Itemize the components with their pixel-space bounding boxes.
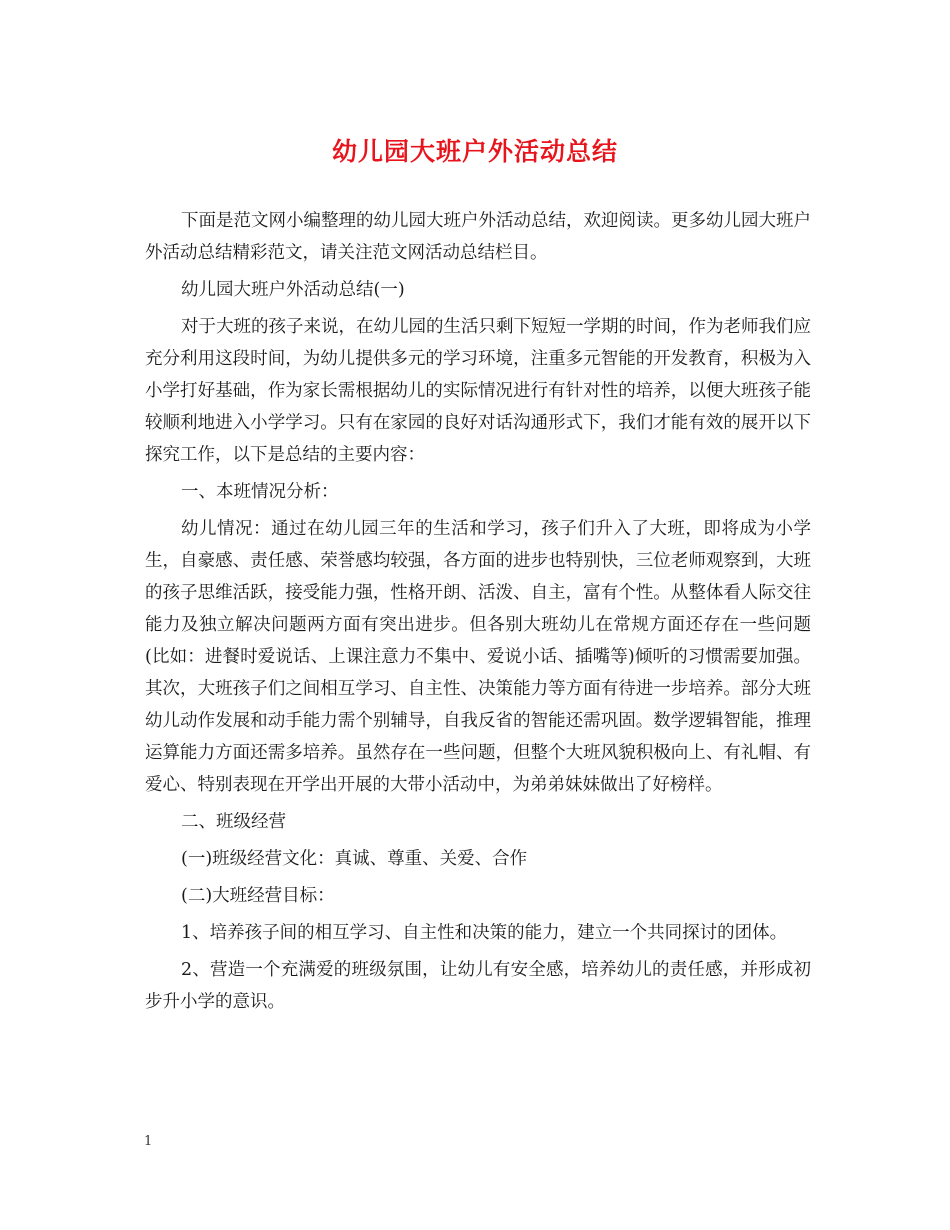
section-heading: 二、班级经营 (181, 812, 286, 832)
page-title: 幼儿园大班户外活动总结 (331, 137, 618, 166)
body-paragraph: 对于大班的孩子来说，在幼儿园的生活只剩下短短一学期的时间，作为老师我们应充分利用这段时间，为幼儿提供多元的学习环境，注重多元智能的开发教育，积极为入小学打好基础，作为家长需根据幼儿的实际情况进行有针对性的培养，以便大班孩子能较顺利地进入小学学习。只有在家园的良好对话沟通形式下，我们才能有效的展开以下探究工作，以下是总结的主要内容： (145, 317, 811, 465)
subsection-heading: (一)班级经营文化：真诚、尊重、关爱、合作 (181, 849, 528, 869)
intro-paragraph: 下面是范文网小编整理的幼儿园大班户外活动总结，欢迎阅读。更多幼儿园大班户外活动总结精彩范文，请关注范文网活动总结栏目。 (145, 211, 811, 263)
list-item: 2、营造一个充满爱的班级氛围，让幼儿有安全感，培养幼儿的责任感，并形成初步升小学的意识。 (145, 960, 811, 1012)
list-item: 1、培养孩子间的相互学习、自主性和决策的能力，建立一个共同探讨的团体。 (181, 923, 788, 943)
page-number: 1 (144, 1134, 153, 1149)
document-body (145, 205, 811, 1018)
section-heading: 一、本班情况分析： (181, 482, 339, 502)
body-paragraph: 幼儿情况：通过在幼儿园三年的生活和学习，孩子们升入了大班，即将成为小学生，自豪感、责任感、荣誉感均较强，各方面的进步也特别快，三位老师观察到，大班的孩子思维活跃，接受能力强，性格开朗、活泼、自主，富有个性。从整体看人际交往能力及独立解决问题两方面有突出进步。但各别大班幼儿在常规方面还存在一些问题(比如：进餐时爱说话、上课注意力不集中、爱说小话、插嘴等)倾听的习惯需要加强。其次，大班孩子们之间相互学习、自主性、决策能力等方面有待进一步培养。部分大班幼儿动作发展和动手能力需个别辅导，自我反省的智能还需巩固。数学逻辑智能，推理运算能力方面还需多培养。虽然存在一些问题，但整个大班风貌积极向上、有礼帽、有爱心、特别表现在开学出开展的大带小活动中，为弟弟妹妹做出了好榜样。 (145, 519, 811, 795)
subsection-heading: (二)大班经营目标： (181, 886, 335, 906)
section-heading: 幼儿园大班户外活动总结(一) (181, 280, 405, 300)
